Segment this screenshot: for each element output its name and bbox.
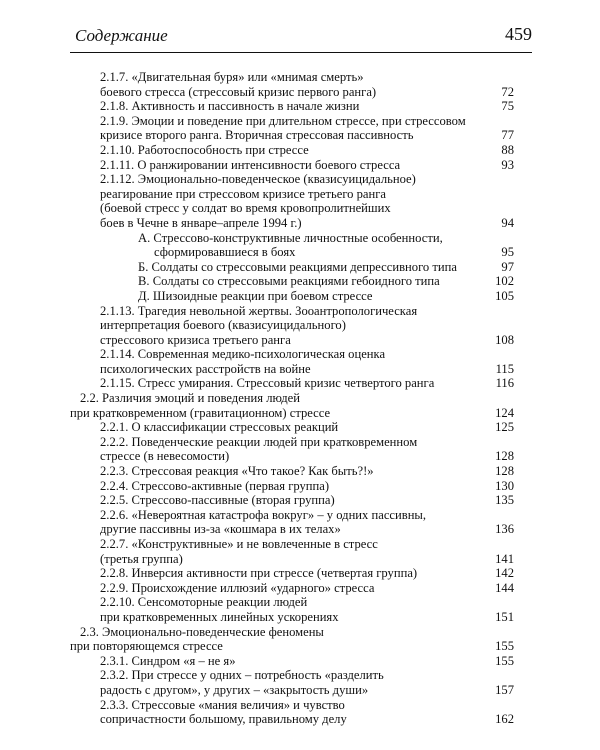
toc-page-number: 125: [495, 420, 514, 435]
toc-entry-line: другие пассивны из-за «кошмара в их телах»: [100, 522, 341, 537]
toc-entry-line: 2.2. Различия эмоций и поведения людей: [80, 391, 301, 406]
toc-entry: [70, 259, 514, 275]
toc-entry-line: стрессе (в невесомости): [100, 449, 230, 464]
toc-entry-line: 2.1.8. Активность и пассивность в начале жизни: [100, 99, 360, 114]
toc-page-number: 157: [495, 682, 514, 697]
toc-entry: [70, 507, 514, 537]
toc-entry-line: А. Стрессово-конструктивные личностные особенности,: [138, 230, 443, 245]
toc-entry-line: 2.2.3. Стрессовая реакция «Что такое? Как быть?!»: [100, 464, 374, 479]
toc-entry-line: Д. Шизоидные реакции при боевом стрессе: [138, 288, 373, 303]
toc-entry-line: (третья группа): [100, 551, 183, 566]
toc-entry: [70, 493, 514, 508]
toc-page-number: 155: [495, 639, 514, 654]
toc-entry-line: сформировавшиеся в боях: [154, 245, 296, 260]
toc-entry-line: В. Солдаты со стрессовыми реакциями гебоидного типа: [138, 274, 440, 289]
toc-entry-line: 2.2.2. Поведенческие реакции людей при кратковременном: [100, 434, 418, 449]
toc-entry-line: психологических расстройств на войне: [100, 361, 311, 376]
toc-entry-line: 2.3. Эмоционально-поведенческие феномены: [80, 624, 324, 639]
toc-entry-line: 2.1.14. Современная медико-психологическая оценка: [100, 347, 386, 362]
toc-entry-line: 2.1.9. Эмоции и поведение при длительном стрессе, при стрессовом: [100, 113, 466, 128]
toc-entry: [70, 697, 514, 727]
toc-entry-line: 2.1.12. Эмоционально-поведенческое (квазисуицидальное): [100, 172, 416, 187]
toc-entry-line: сопричастности большому, правильному делу: [100, 712, 347, 727]
toc-page-number: 136: [495, 522, 514, 537]
toc-page-number: 93: [501, 157, 514, 172]
toc-page-number: 124: [495, 405, 514, 420]
toc-entry-line: 2.2.6. «Невероятная катастрофа вокруг» – у одних пассивны,: [100, 507, 427, 522]
running-title: Содержание: [75, 26, 168, 45]
toc-page-number: 144: [495, 580, 514, 595]
toc-entry-line: Б. Солдаты со стрессовыми реакциями депрессивного типа: [138, 259, 457, 274]
toc-page-number: 142: [495, 566, 514, 581]
toc-page-number: 72: [501, 84, 514, 99]
page-header: [75, 22, 532, 52]
toc-page-number: 141: [495, 551, 514, 566]
toc-entry-line: реагирование при стрессовом кризисе третьего ранга: [100, 186, 387, 201]
toc-page-number: 75: [501, 99, 514, 114]
toc-entry: [70, 595, 514, 624]
toc-entry-line: 2.1.13. Трагедия невольной жертвы. Зооантропологическая: [100, 303, 418, 318]
toc-entry-line: боевого стресса (стрессовый кризис первого ранга): [100, 84, 377, 99]
toc-entry: [70, 70, 514, 99]
toc-entry-line: кризисе второго ранга. Вторичная стрессовая пассивность: [100, 128, 414, 143]
toc-entry: [70, 566, 514, 581]
table-of-contents: [70, 70, 514, 727]
toc-page-number: 162: [495, 712, 514, 727]
page-number: 459: [505, 24, 532, 44]
toc-entry-line: 2.2.10. Сенсомоторные реакции людей: [100, 595, 308, 610]
toc-entry: [70, 347, 514, 376]
toc-page-number: 128: [495, 464, 514, 479]
toc-entry-line: стрессового кризиса третьего ранга: [100, 332, 291, 347]
toc-page-number: 108: [495, 332, 514, 347]
toc-entry-line: боев в Чечне в январе–апреле 1994 г.): [100, 215, 302, 230]
header-rule: [70, 52, 532, 53]
toc-entry: [70, 391, 514, 420]
toc-entry: [70, 99, 514, 114]
toc-entry-line: 2.2.4. Стрессово-активные (первая группа): [100, 478, 330, 493]
toc-page-number: 116: [495, 376, 514, 391]
toc-entry: [70, 420, 514, 435]
toc-entry-line: интерпретация боевого (квазисуицидального): [100, 318, 346, 333]
toc-entry: [70, 230, 514, 260]
toc-entry: [70, 668, 514, 697]
toc-entry: [70, 653, 514, 669]
toc-entry: [70, 580, 514, 596]
toc-entry: [70, 537, 514, 566]
toc-entry: [70, 464, 514, 479]
toc-page-number: 94: [501, 215, 514, 230]
toc-entry-line: 2.1.11. О ранжировании интенсивности боевого стресса: [100, 157, 401, 172]
toc-entry-line: при кратковременных линейных ускорениях: [100, 609, 339, 624]
toc-entry: [70, 624, 514, 654]
toc-entry-line: 2.3.1. Синдром «я – не я»: [100, 653, 236, 668]
toc-entry-line: 2.2.7. «Конструктивные» и не вовлеченные в стресс: [100, 537, 378, 551]
toc-entry-line: (боевой стресс у солдат во время кровопролитнейших: [100, 201, 391, 216]
toc-entry-line: 2.3.3. Стрессовые «мания величия» и чувство: [100, 697, 345, 712]
toc-entry-line: радость с другом», у других – «закрытость души»: [100, 682, 369, 697]
toc-entry-line: 2.2.9. Происхождение иллюзий «ударного» стресса: [100, 580, 375, 595]
toc-page-number: 115: [495, 361, 514, 376]
toc-page-number: 151: [495, 609, 514, 624]
toc-entry-line: 2.1.15. Стресс умирания. Стрессовый кризис четвертого ранга: [100, 376, 435, 391]
toc-page-number: 105: [495, 288, 514, 303]
toc-entry: [70, 434, 514, 464]
toc-page-number: 97: [501, 259, 514, 274]
toc-entry: [70, 113, 514, 143]
toc-entry: [70, 288, 514, 304]
toc-entry: [70, 478, 514, 494]
toc-page-number: 135: [495, 493, 514, 508]
toc-entry-line: 2.1.10. Работоспособность при стрессе: [100, 142, 309, 157]
toc-entry: [70, 172, 514, 230]
toc-page-number: 77: [501, 128, 514, 143]
toc-entry-line: при повторяющемся стрессе: [70, 639, 223, 654]
toc-entry-line: 2.2.1. О классификации стрессовых реакций: [100, 420, 339, 435]
toc-entry-line: 2.2.8. Инверсия активности при стрессе (четвертая группа): [100, 566, 418, 581]
toc-page-number: 95: [501, 245, 514, 260]
toc-page-number: 130: [495, 478, 514, 493]
toc-entry: [70, 142, 514, 158]
toc-page-number: 155: [495, 653, 514, 668]
toc-entry-line: 2.2.5. Стрессово-пассивные (вторая группа): [100, 493, 335, 508]
toc-entry-line: 2.3.2. При стрессе у одних – потребность «разделить: [100, 668, 384, 683]
toc-entry-line: 2.1.7. «Двигательная буря» или «мнимая смерть»: [100, 70, 364, 84]
toc-entry-line: при кратковременном (гравитационном) стрессе: [70, 405, 331, 420]
toc-entry: [70, 274, 514, 289]
toc-page-number: 88: [501, 142, 514, 157]
toc-entry: [70, 303, 514, 348]
toc-entry: [70, 157, 514, 173]
toc-page-number: 102: [495, 274, 514, 289]
toc-entry: [70, 376, 514, 391]
toc-page-number: 128: [495, 449, 514, 464]
